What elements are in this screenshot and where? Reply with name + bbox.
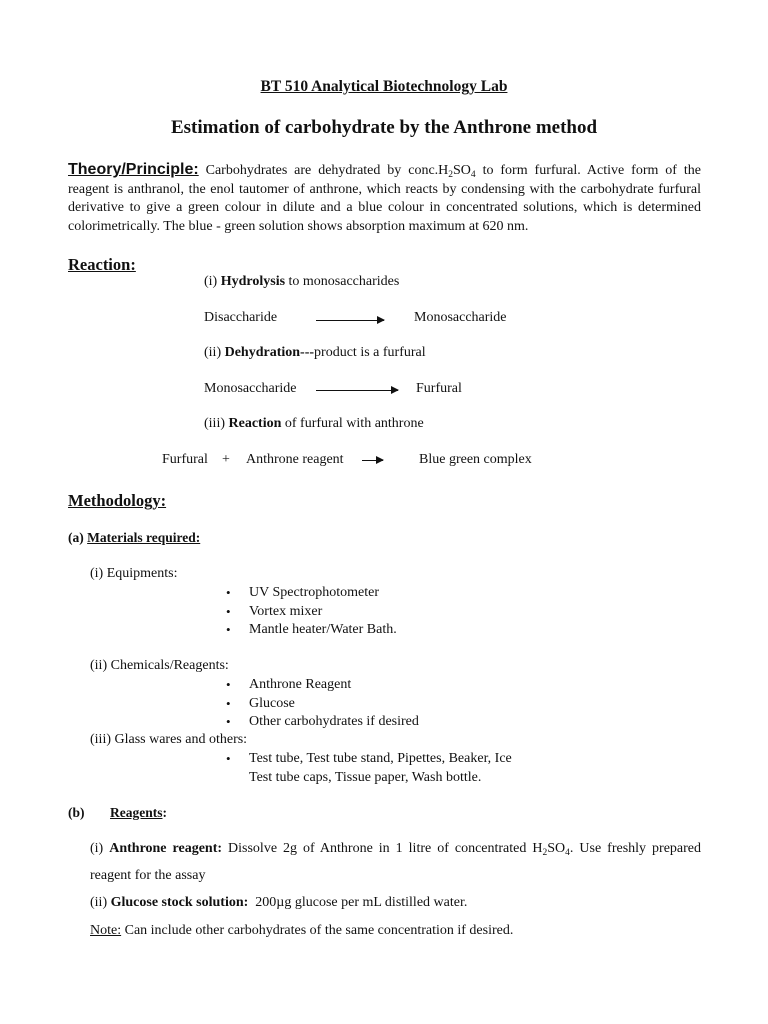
course-title: BT 510 Analytical Biotechnology Lab <box>260 78 508 95</box>
list-item: • Vortex mixer <box>226 603 397 622</box>
theory-paragraph <box>68 161 701 236</box>
reaction-step-2: (ii) Dehydration---product is a furfural <box>204 345 426 360</box>
equation-reactant-1: Furfural <box>162 452 208 467</box>
glucose-stock-line: (ii) Glucose stock solution: 200µg glucose per mL distilled water. <box>90 895 468 910</box>
reagents-heading: Reagents: <box>110 805 167 820</box>
step-2-reactant: Monosaccharide <box>204 381 297 396</box>
equipments-list <box>226 584 397 640</box>
list-item-continued: Test tube caps, Tissue paper, Wash bottle. <box>249 769 482 785</box>
arrow-icon <box>316 390 398 391</box>
reaction-step-3: (iii) Reaction of furfural with anthrone <box>204 416 424 431</box>
step-1-product: Monosaccharide <box>414 310 507 325</box>
anthrone-reagent-paragraph: (i) Anthrone reagent: Dissolve 2g of Anthrone in 1 litre of concentrated $H_2SO_4$. Use freshly prepared reagent for the assay <box>90 841 701 883</box>
theory-sub-2: 4 <box>470 170 476 180</box>
equation-reactant-2: Anthrone reagent <box>246 452 344 467</box>
methodology-heading: Methodology: <box>68 491 167 510</box>
theory-heading: Theory/Principle: <box>68 161 199 178</box>
chemicals-label: (ii) Chemicals/Reagents: <box>90 658 229 673</box>
step-1-reactant: Disaccharide <box>204 310 278 325</box>
chemicals-list <box>226 676 419 732</box>
list-item: • Glucose <box>226 695 419 714</box>
equipments-label: (i) Equipments: <box>90 566 178 581</box>
reagents-label-prefix: (b) <box>68 805 85 820</box>
arrow-icon <box>362 460 383 461</box>
glassware-list <box>226 750 512 787</box>
list-item: • Mantle heater/Water Bath. <box>226 621 397 640</box>
theory-text-3: to form furfural. Active form of the reagent is anthranol, the enol tautomer of anthrone, which reacts by condensing with the carbohydrate furfural derivative to give a green colour in dilute and a blue colour in concentrated solutions, which is determined colorimetrically. The blue - green solution shows absorption maximum at 620 nm. <box>68 163 701 234</box>
list-item: • Other carbohydrates if desired <box>226 713 419 732</box>
list-item: • Anthrone Reagent <box>226 676 419 695</box>
list-item: • UV Spectrophotometer <box>226 584 397 603</box>
glassware-label: (iii) Glass wares and others: <box>90 732 248 747</box>
list-item: • Test tube, Test tube stand, Pipettes, Beaker, Ice <box>226 750 512 769</box>
note-line: Note: Can include other carbohydrates of the same concentration if desired. <box>90 923 514 938</box>
theory-text-1: Carbohydrates are dehydrated by conc.H <box>198 163 449 178</box>
theory-text-2: SO <box>453 163 471 178</box>
equation-product: Blue green complex <box>419 452 532 467</box>
equation-plus: + <box>222 452 230 467</box>
arrow-icon <box>316 320 384 321</box>
theory-sub-1: 2 <box>448 170 454 180</box>
materials-heading: (a) Materials required: <box>68 530 201 545</box>
reaction-heading: Reaction: <box>68 255 136 274</box>
step-2-product: Furfural <box>416 381 462 396</box>
reaction-step-1: (i) Hydrolysis to monosaccharides <box>204 274 400 289</box>
page-title: Estimation of carbohydrate by the Anthrone method <box>170 117 598 138</box>
